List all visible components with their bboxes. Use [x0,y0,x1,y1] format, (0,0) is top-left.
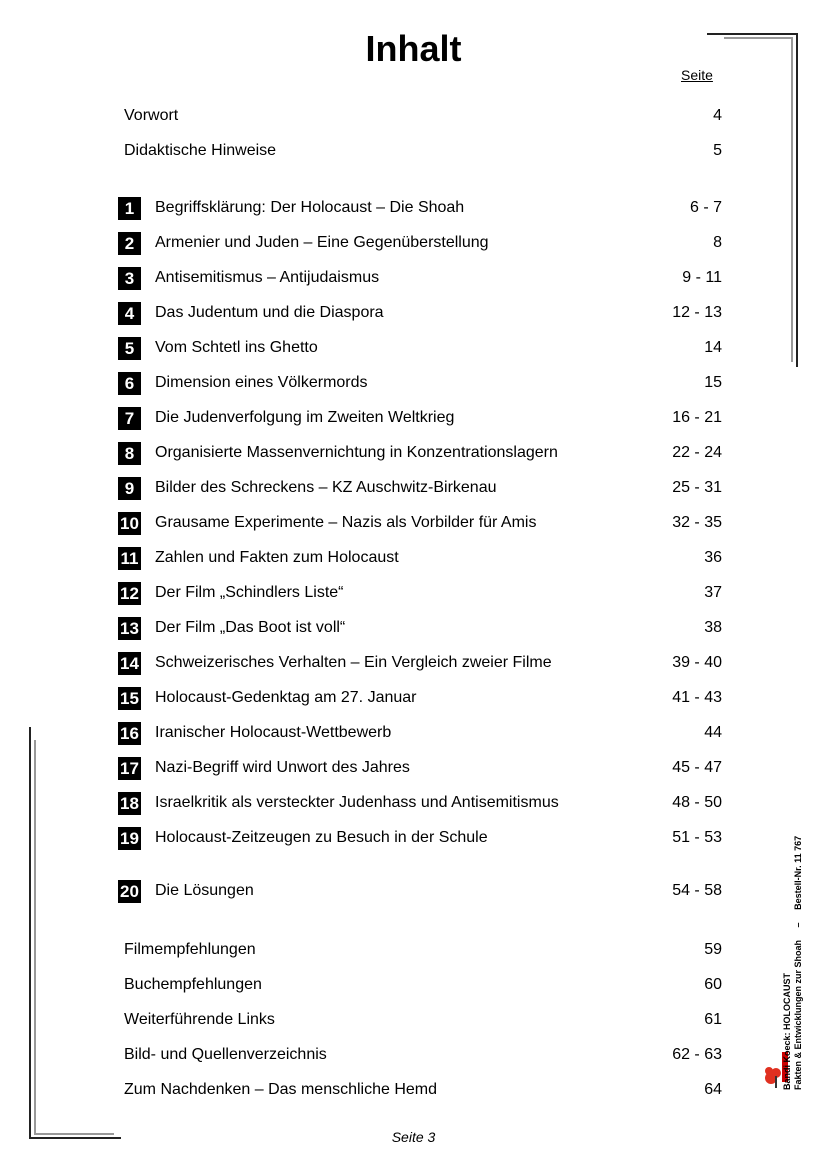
toc-entry-label: Antisemitismus – Antijudaismus [155,269,380,286]
toc-entry [118,1079,722,1103]
toc-entry-page: 8 [713,234,722,251]
toc-entry-label: Schweizerisches Verhalten – Ein Vergleich zweier Filme [155,654,552,671]
sidebar-line1: Bandi Koeck: HOLOCAUST [782,972,792,1090]
toc-entry-label: Zahlen und Fakten zum Holocaust [155,549,399,566]
toc-entry [118,722,722,746]
toc-entry-page: 62 - 63 [672,1046,722,1063]
toc-entry [118,792,722,816]
chapter-number-badge: 8 [118,442,141,465]
chapter-number-badge: 11 [118,547,141,570]
toc-entry-page: 37 [704,584,722,601]
toc-entry-label: Der Film „Schindlers Liste“ [155,584,344,601]
chapter-number-badge: 20 [118,880,141,903]
chapter-number-badge: 10 [118,512,141,535]
toc-entry [118,140,722,164]
toc-entry-page: 51 - 53 [672,829,722,846]
toc-entry-label: Dimension eines Völkermords [155,374,368,391]
toc-entry-page: 39 - 40 [672,654,722,671]
chapter-number-badge: 1 [118,197,141,220]
toc-entry [118,617,722,641]
toc-entry-page: 25 - 31 [672,479,722,496]
chapter-number-badge: 7 [118,407,141,430]
toc-entry-page: 45 - 47 [672,759,722,776]
chapter-number-badge: 19 [118,827,141,850]
toc-entry-page: 5 [713,142,722,159]
toc-entry-page: 61 [704,1011,722,1028]
chapter-number-badge: 9 [118,477,141,500]
toc-entry-page: 12 - 13 [672,304,722,321]
toc-entry-label: Israelkritik als versteckter Judenhass und Antisemitismus [155,794,559,811]
toc-entry [118,477,722,501]
toc-entry-label: Vorwort [124,107,179,124]
toc-entry-page: 38 [704,619,722,636]
chapter-number-badge: 4 [118,302,141,325]
toc-entry [118,1044,722,1068]
toc-entry-page: 16 - 21 [672,409,722,426]
toc-entry-page: 60 [704,976,722,993]
toc-entry [118,757,722,781]
toc-entry [118,337,722,361]
toc-entry-label: Holocaust-Zeitzeugen zu Besuch in der Schule [155,829,488,846]
chapter-number-badge: 12 [118,582,141,605]
chapter-number-badge: 3 [118,267,141,290]
toc-entry [118,302,722,326]
toc-entry [118,827,722,851]
chapter-number-badge: 16 [118,722,141,745]
toc-entry-label: Der Film „Das Boot ist voll“ [155,619,346,636]
sidebar-separator: – [793,922,803,928]
toc-entry [118,939,722,963]
toc-entry-page: 15 [704,374,722,391]
corner-frame-line [796,33,798,367]
toc-entry [118,197,722,221]
page-title: Inhalt [365,28,462,69]
toc-entry-page: 9 - 11 [682,269,722,286]
toc-entry [118,105,722,129]
toc-entry-label: Nazi-Begriff wird Unwort des Jahres [155,759,410,776]
chapter-number-badge: 5 [118,337,141,360]
toc-entry [118,880,722,904]
chapter-number-badge: 17 [118,757,141,780]
toc-entry-page: 32 - 35 [672,514,722,531]
page-column-header: Seite [681,67,713,83]
chapter-number-badge: 13 [118,617,141,640]
corner-frame-bottom-left [29,727,31,1139]
toc-entry-label: Organisierte Massenvernichtung in Konzentrationslagern [155,444,558,461]
publisher-sidebar [782,730,804,1090]
toc-entry-page: 59 [704,941,722,958]
toc-entry-page: 64 [704,1081,722,1098]
page-number-footer: Seite 3 [391,1129,436,1145]
toc-entry-label: Grausame Experimente – Nazis als Vorbilder für Amis [155,514,537,531]
toc-entry-label: Die Lösungen [155,882,254,899]
toc-entry-page: 22 - 24 [672,444,722,461]
toc-entry [118,442,722,466]
corner-frame-line [724,37,792,39]
corner-frame-line [791,37,793,362]
toc-entry [118,974,722,998]
toc-entry-label: Bild- und Quellenverzeichnis [124,1046,327,1063]
toc-entry [118,1009,722,1033]
toc-entry-label: Das Judentum und die Diaspora [155,304,384,321]
toc-entry [118,407,722,431]
toc-entry-label: Holocaust-Gedenktag am 27. Januar [155,689,417,706]
toc-entry [118,582,722,606]
chapter-number-badge: 2 [118,232,141,255]
toc-entry-page: 48 - 50 [672,794,722,811]
toc-entry-label: Iranischer Holocaust-Wettbewerb [155,724,392,741]
toc-entry-page: 41 - 43 [672,689,722,706]
toc-entry-label: Buchempfehlungen [124,976,262,993]
toc-entry [118,267,722,291]
toc-entry-label: Weiterführende Links [124,1011,275,1028]
chapter-number-badge: 14 [118,652,141,675]
toc-entry [118,652,722,676]
toc-entry [118,547,722,571]
corner-frame-top-right [707,33,797,35]
toc-entry-label: Filmempfehlungen [124,941,256,958]
chapter-number-badge: 6 [118,372,141,395]
toc-entry-page: 44 [704,724,722,741]
toc-entry-label: Vom Schtetl ins Ghetto [155,339,318,356]
sidebar-order-number: Bestell-Nr. 11 767 [793,835,803,910]
toc-entry-page: 36 [704,549,722,566]
toc-entry [118,512,722,536]
toc-entry-label: Bilder des Schreckens – KZ Auschwitz-Birkenau [155,479,497,496]
toc-entry-page: 14 [704,339,722,356]
toc-entry [118,687,722,711]
toc-entry-label: Armenier und Juden – Eine Gegenüberstellung [155,234,489,251]
chapter-number-badge: 18 [118,792,141,815]
toc-entry-page: 6 - 7 [689,199,722,216]
toc-entry-label: Begriffsklärung: Der Holocaust – Die Shoah [155,199,465,216]
toc-entry-label: Didaktische Hinweise [124,142,277,159]
toc-entry-page: 54 - 58 [672,882,722,899]
toc-entry [118,232,722,256]
toc-entry-label: Die Judenverfolgung im Zweiten Weltkrieg [155,409,455,426]
toc-entry-label: Zum Nachdenken – Das menschliche Hemd [124,1081,438,1098]
sidebar-line2: Fakten & Entwicklungen zur Shoah [793,939,803,1090]
corner-frame-line [34,740,36,1134]
toc-entry [118,372,722,396]
toc-entry-page: 4 [713,107,722,124]
chapter-number-badge: 15 [118,687,141,710]
